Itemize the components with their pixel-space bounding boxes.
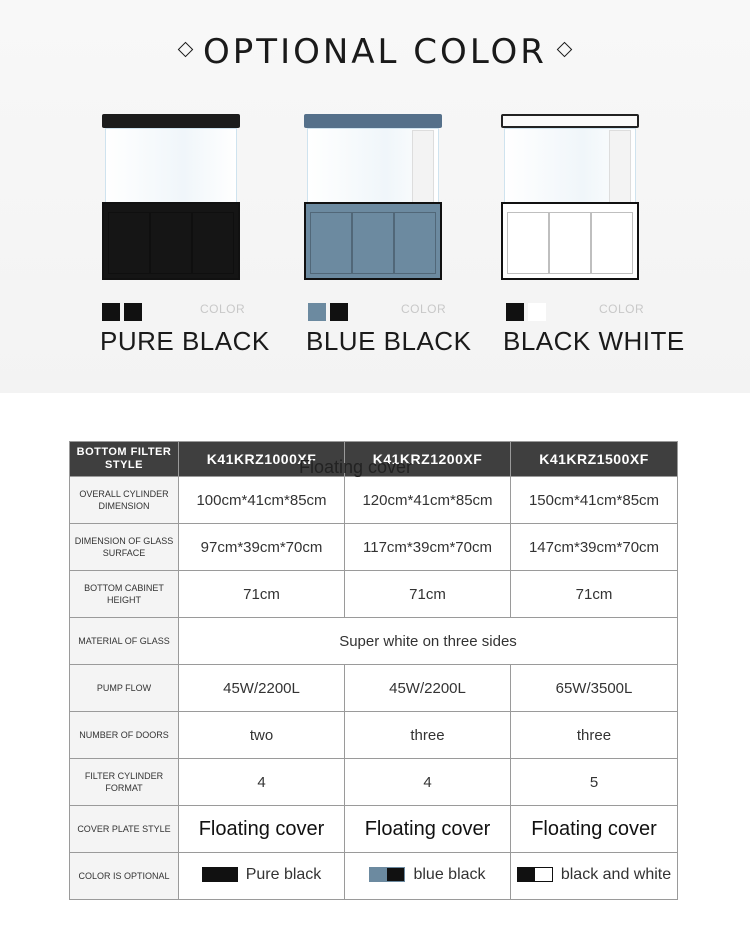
color-swatch [517,867,553,882]
table-cell: 150cm*41cm*85cm [511,477,678,524]
table-row [70,665,678,712]
color-label: COLOR [401,302,447,316]
diamond-icon [557,42,573,58]
row-label: OVERALL CYLINDER DIMENSION [70,477,179,524]
legend-cell [179,853,345,900]
legend-pure-black: Pure black [202,866,322,884]
variant-name: BLUE BLACK [306,326,472,356]
table-row [70,712,678,759]
table-cell: 71cm [511,571,678,618]
row-label: PUMP FLOW [70,665,179,712]
table-cell: three [511,712,678,759]
color-swatch [308,303,326,321]
model-header: K41KRZ1000XF [179,442,345,477]
table-cell: 71cm [345,571,511,618]
aquarium-image-pure-black [102,114,242,284]
legend-black-white: black and white [517,866,671,884]
legend-cell [345,853,511,900]
legend-blue-black: blue black [369,866,485,884]
table-cell: 100cm*41cm*85cm [179,477,345,524]
row-label: MATERIAL OF GLASS [70,618,179,665]
table-cell: 117cm*39cm*70cm [345,524,511,571]
swatch-pair-blue-black [308,303,352,321]
table-row [70,477,678,524]
table-cell: three [345,712,511,759]
model-header: K41KRZ1200XF [345,442,511,477]
color-swatch [202,867,238,882]
table-cell: 4 [179,759,345,806]
color-label: COLOR [599,302,645,316]
table-cell: 147cm*39cm*70cm [511,524,678,571]
table-cell: 5 [511,759,678,806]
color-swatch [528,303,546,321]
table-cell: 65W/3500L [511,665,678,712]
corner-header: BOTTOM FILTER STYLE [70,442,179,477]
table-cell: 45W/2200L [345,665,511,712]
row-label: COLOR IS OPTIONAL [70,853,179,900]
table-row [70,853,678,900]
row-label: FILTER CYLINDER FORMAT [70,759,179,806]
swatch-pair-black-white [506,303,550,321]
row-label: DIMENSION OF GLASS SURFACE [70,524,179,571]
table-cell: Floating cover [511,806,678,853]
color-swatch [369,867,405,882]
model-header: K41KRZ1500XF [511,442,678,477]
table-row [70,806,678,853]
color-swatch [102,303,120,321]
swatch-pair-pure-black [102,303,146,321]
table-cell: Floating cover [179,806,345,853]
table-row [70,618,678,665]
variant-name: BLACK WHITE [503,326,685,356]
legend-cell [511,853,678,900]
overlay-text: Floating cover [299,457,413,477]
page-title: OPTIONAL COLOR [0,32,750,72]
table-cell: two [179,712,345,759]
color-swatch [124,303,142,321]
table-row [70,571,678,618]
row-label: NUMBER OF DOORS [70,712,179,759]
color-label: COLOR [200,302,246,316]
color-swatch [506,303,524,321]
table-cell: 4 [345,759,511,806]
row-label: COVER PLATE STYLE [70,806,179,853]
table-row [70,524,678,571]
row-label: BOTTOM CABINET HEIGHT [70,571,179,618]
table-cell: Floating cover [345,806,511,853]
table-cell: 71cm [179,571,345,618]
table-cell: 120cm*41cm*85cm [345,477,511,524]
table-row [70,759,678,806]
spec-table [69,441,678,900]
variant-name: PURE BLACK [100,326,270,356]
aquarium-image-blue-black [304,114,444,284]
diamond-icon [178,42,194,58]
table-cell-span: Super white on three sides [179,618,678,665]
color-swatch [330,303,348,321]
table-cell: 97cm*39cm*70cm [179,524,345,571]
aquarium-image-black-white [501,114,641,284]
table-cell: 45W/2200L [179,665,345,712]
